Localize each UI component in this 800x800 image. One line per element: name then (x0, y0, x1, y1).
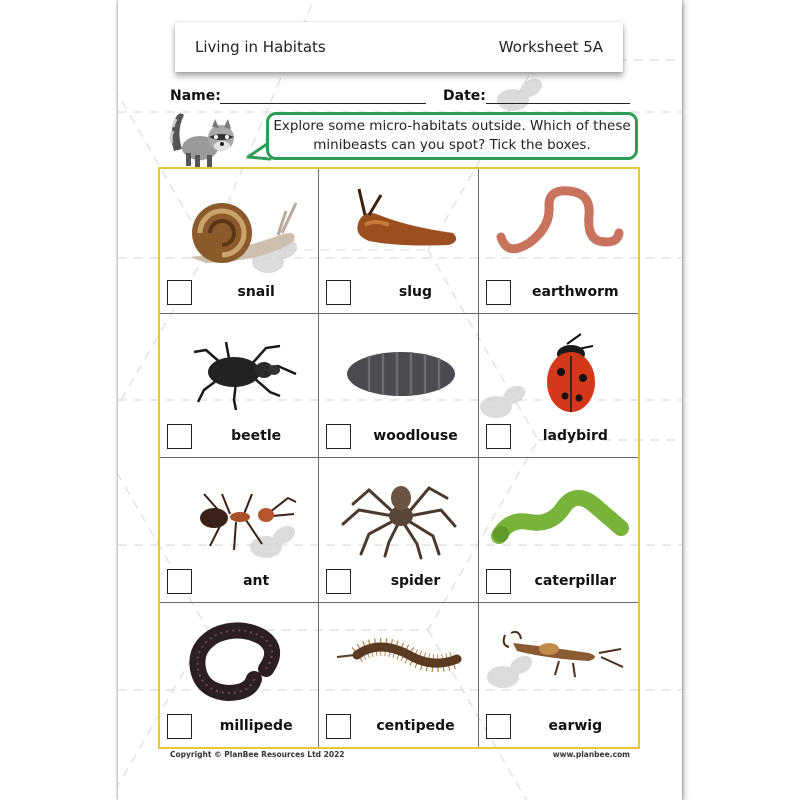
date-label: Date: (443, 88, 486, 104)
footer (170, 750, 630, 759)
tick-box[interactable] (326, 714, 351, 739)
earwig-picture (489, 609, 629, 705)
tick-box[interactable] (167, 280, 192, 305)
tick-box[interactable] (167, 714, 192, 739)
centipede-picture (329, 609, 469, 705)
worksheet-title: Living in Habitats (195, 38, 326, 56)
tick-box[interactable] (486, 424, 511, 449)
minibeast-label: slug (398, 283, 433, 300)
tick-box[interactable] (326, 424, 351, 449)
name-field[interactable] (220, 103, 426, 104)
ladybird-picture (489, 320, 629, 416)
minibeast-card (479, 314, 638, 459)
minibeast-label: earwig (548, 718, 603, 734)
minibeast-label: earthworm (532, 283, 619, 300)
minibeast-label: ladybird (542, 428, 608, 444)
tick-box[interactable] (167, 569, 192, 594)
tick-box[interactable] (326, 280, 351, 305)
copyright-text: Copyright © PlanBee Resources Ltd 2022 (170, 750, 345, 759)
spider-picture (329, 464, 469, 560)
website-text: www.planbee.com (552, 750, 630, 759)
tick-box[interactable] (486, 280, 511, 305)
minibeast-card (479, 458, 638, 603)
minibeast-card (479, 603, 638, 748)
instruction-line-2: minibeasts can you spot? Tick the boxes. (313, 137, 591, 153)
minibeast-card (319, 314, 478, 459)
worksheet-header (175, 22, 623, 72)
instruction-line-1: Explore some micro-habitats outside. Which of these (273, 118, 631, 134)
minibeast-label: millipede (219, 718, 293, 734)
minibeast-card (319, 458, 478, 603)
earthworm-picture (489, 175, 629, 271)
minibeast-label: caterpillar (534, 572, 617, 589)
ant-picture (170, 464, 310, 560)
minibeast-card (319, 169, 478, 314)
woodlouse-picture (329, 320, 469, 416)
instruction-bubble (266, 112, 638, 160)
minibeast-label: beetle (231, 428, 282, 444)
minibeast-card (160, 314, 319, 459)
tick-box[interactable] (326, 569, 351, 594)
minibeast-card (319, 603, 478, 748)
minibeast-card (479, 169, 638, 314)
minibeast-label: snail (237, 283, 275, 300)
raccoon-icon (164, 103, 246, 169)
minibeast-label: woodlouse (373, 428, 458, 444)
date-field[interactable] (486, 103, 630, 104)
beetle-picture (170, 320, 310, 416)
minibeast-card (160, 169, 319, 314)
worksheet-page (118, 0, 682, 800)
millipede-picture (170, 609, 310, 705)
minibeast-label: spider (390, 572, 441, 589)
tick-box[interactable] (486, 714, 511, 739)
slug-picture (329, 175, 469, 271)
minibeast-label: centipede (376, 718, 455, 734)
snail-picture (170, 175, 310, 271)
minibeast-card (160, 603, 319, 748)
name-label: Name: (170, 88, 221, 104)
tick-box[interactable] (167, 424, 192, 449)
caterpillar-picture (489, 464, 629, 560)
minibeast-label: ant (243, 572, 270, 589)
minibeast-grid (158, 167, 640, 749)
tick-box[interactable] (486, 569, 511, 594)
worksheet-number: Worksheet 5A (498, 38, 603, 56)
minibeast-card (160, 458, 319, 603)
